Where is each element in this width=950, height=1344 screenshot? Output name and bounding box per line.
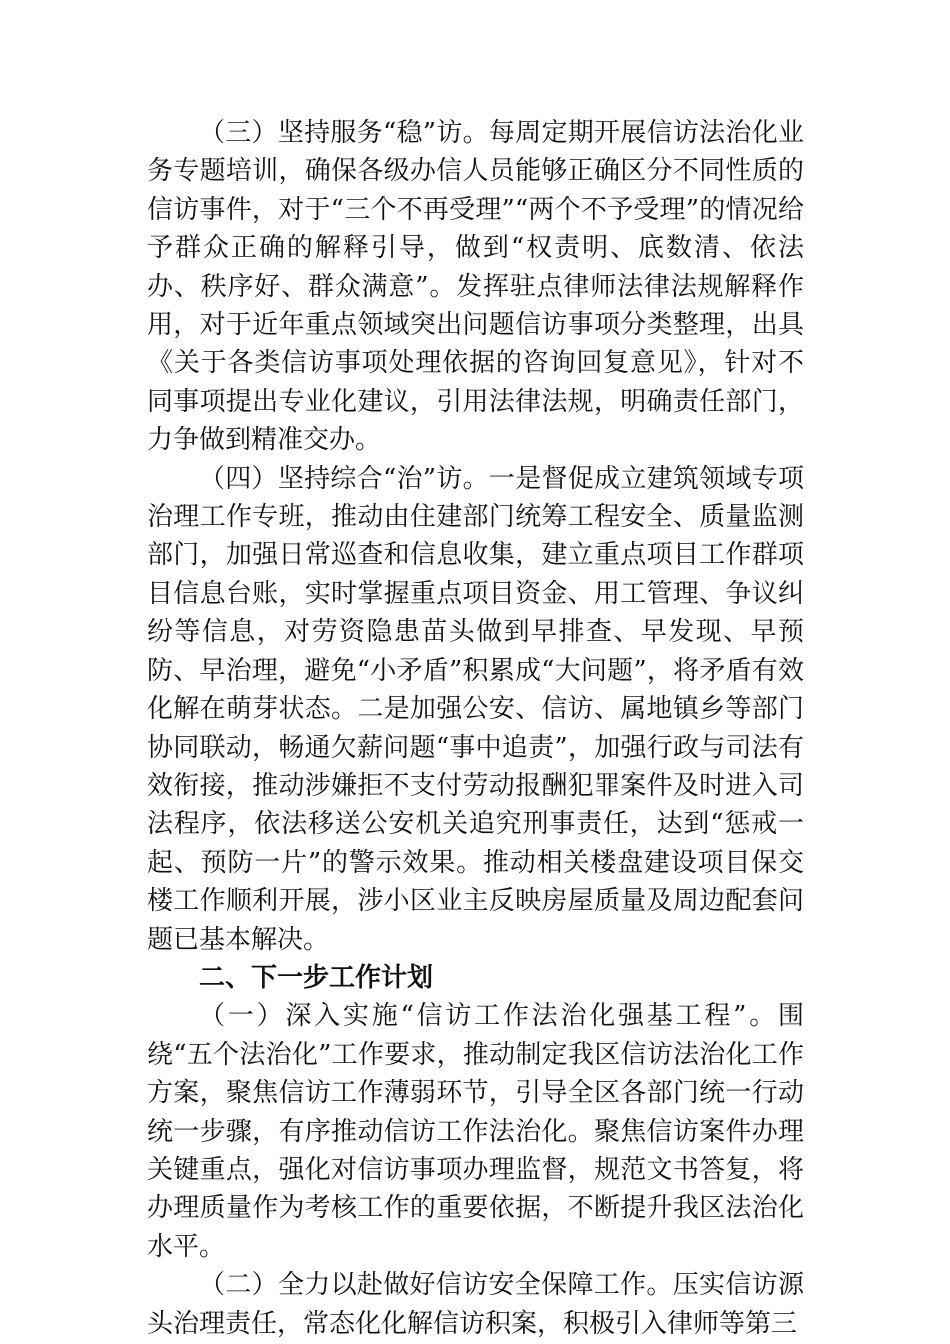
- paragraph-plan-security: （二）全力以赴做好信访安全保障工作。压实信访源头治理责任，常态化化解信访积案，积极引入律师等第三: [147, 1270, 804, 1339]
- section-heading-next-steps: 二、下一步工作计划: [199, 962, 434, 993]
- paragraph-plan-rule-of-law: （一）深入实施“信访工作法治化强基工程”。围绕“五个法治化”工作要求，推动制定我区信访法治化工作方案，聚焦信访工作薄弱环节，引导全区各部门统一行动统一步骤，有序推动信访工作法治化。聚焦信访案件办理关键重点，强化对信访事项办理监督，规范文书答复，将办理质量作为考核工作的重要依据，不断提升我区法治化水平。: [147, 1001, 804, 1262]
- paragraph-adhere-service: （三）坚持服务“稳”访。每周定期开展信访法治化业务专题培训，确保各级办信人员能够正确区分不同性质的信访事件，对于“三个不再受理”“两个不予受理”的情况给予群众正确的解释引导，做到“权责明、底数清、依法办、秩序好、群众满意”。发挥驻点律师法律法规解释作用，对于近年重点领域突出问题信访事项分类整理，出具《关于各类信访事项处理依据的咨询回复意见》，针对不同事项提出专业化建议，引用法律法规，明确责任部门，力争做到精准交办。: [147, 118, 804, 456]
- paragraph-comprehensive-governance: （四）坚持综合“治”访。一是督促成立建筑领域专项治理工作专班，推动由住建部门统筹工程安全、质量监测部门，加强日常巡查和信息收集，建立重点项目工作群项目信息台账，实时掌握重点项目资金、用工管理、争议纠纷等信息，对劳资隐患苗头做到早排查、早发现、早预防、早治理，避免“小矛盾”积累成“大问题”，将矛盾有效化解在萌芽状态。二是加强公安、信访、属地镇乡等部门协同联动，畅通欠薪问题“事中追责”，加强行政与司法有效衔接，推动涉嫌拒不支付劳动报酬犯罪案件及时进入司法程序，依法移送公安机关追究刑事责任，达到“惩戒一起、预防一片”的警示效果。推动相关楼盘建设项目保交楼工作顺利开展，涉小区业主反映房屋质量及周边配套问题已基本解决。: [147, 463, 804, 955]
- document-page: [147, 114, 804, 1343]
